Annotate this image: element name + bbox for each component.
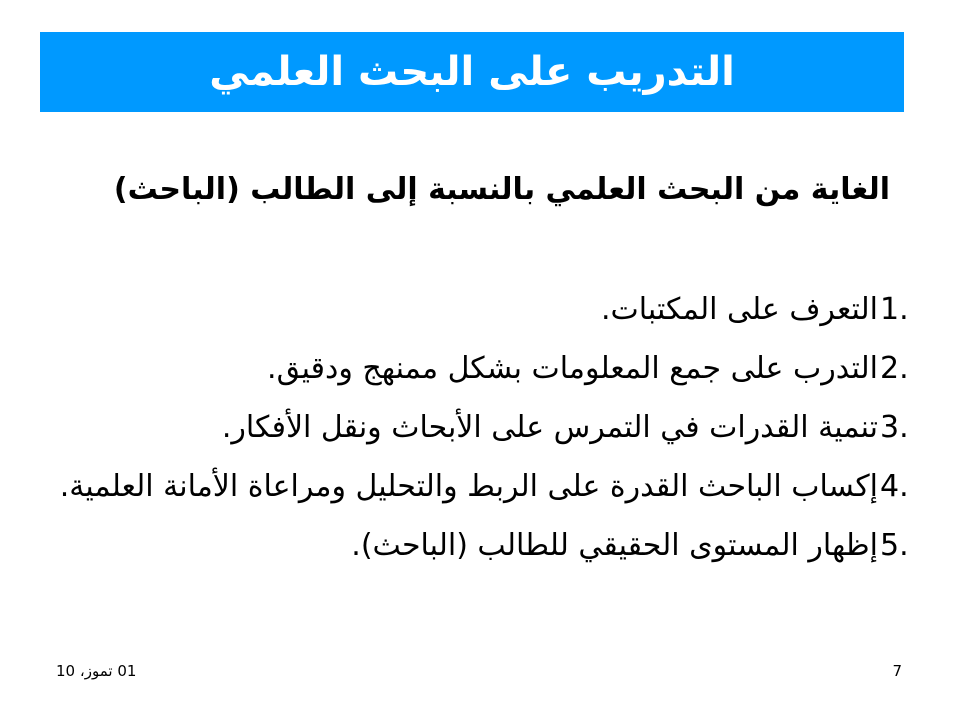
goals-list <box>44 290 924 585</box>
list-item-number: 5. <box>880 528 909 563</box>
list-item <box>44 408 924 448</box>
list-item-text: إظهار المستوى الحقيقي للطالب (الباحث). <box>351 528 878 563</box>
list-item <box>44 349 924 389</box>
list-item <box>44 467 924 507</box>
list-item-number: 3. <box>880 410 909 445</box>
list-item-text: تنمية القدرات في التمرس على الأبحاث ونقل الأفكار. <box>221 410 878 445</box>
list-item-number: 1. <box>880 292 909 327</box>
list-item-text: التدرب على جمع المعلومات بشكل ممنهج ودقيق. <box>267 351 878 386</box>
title-banner <box>40 32 904 112</box>
list-item <box>44 290 924 330</box>
list-item-number: 4. <box>880 469 909 504</box>
footer-date: 01 تموز، 10 <box>56 662 137 680</box>
list-item-text: إكساب الباحث القدرة على الربط والتحليل ومراعاة الأمانة العلمية. <box>59 469 878 504</box>
footer-page-number: 7 <box>892 662 902 680</box>
slide-title: التدريب على البحث العلمي <box>209 49 735 95</box>
list-item <box>44 526 924 566</box>
slide-subtitle: الغاية من البحث العلمي بالنسبة إلى الطالب (الباحث) <box>113 172 890 207</box>
list-item-number: 2. <box>880 351 909 386</box>
list-item-text: التعرف على المكتبات. <box>601 292 878 327</box>
